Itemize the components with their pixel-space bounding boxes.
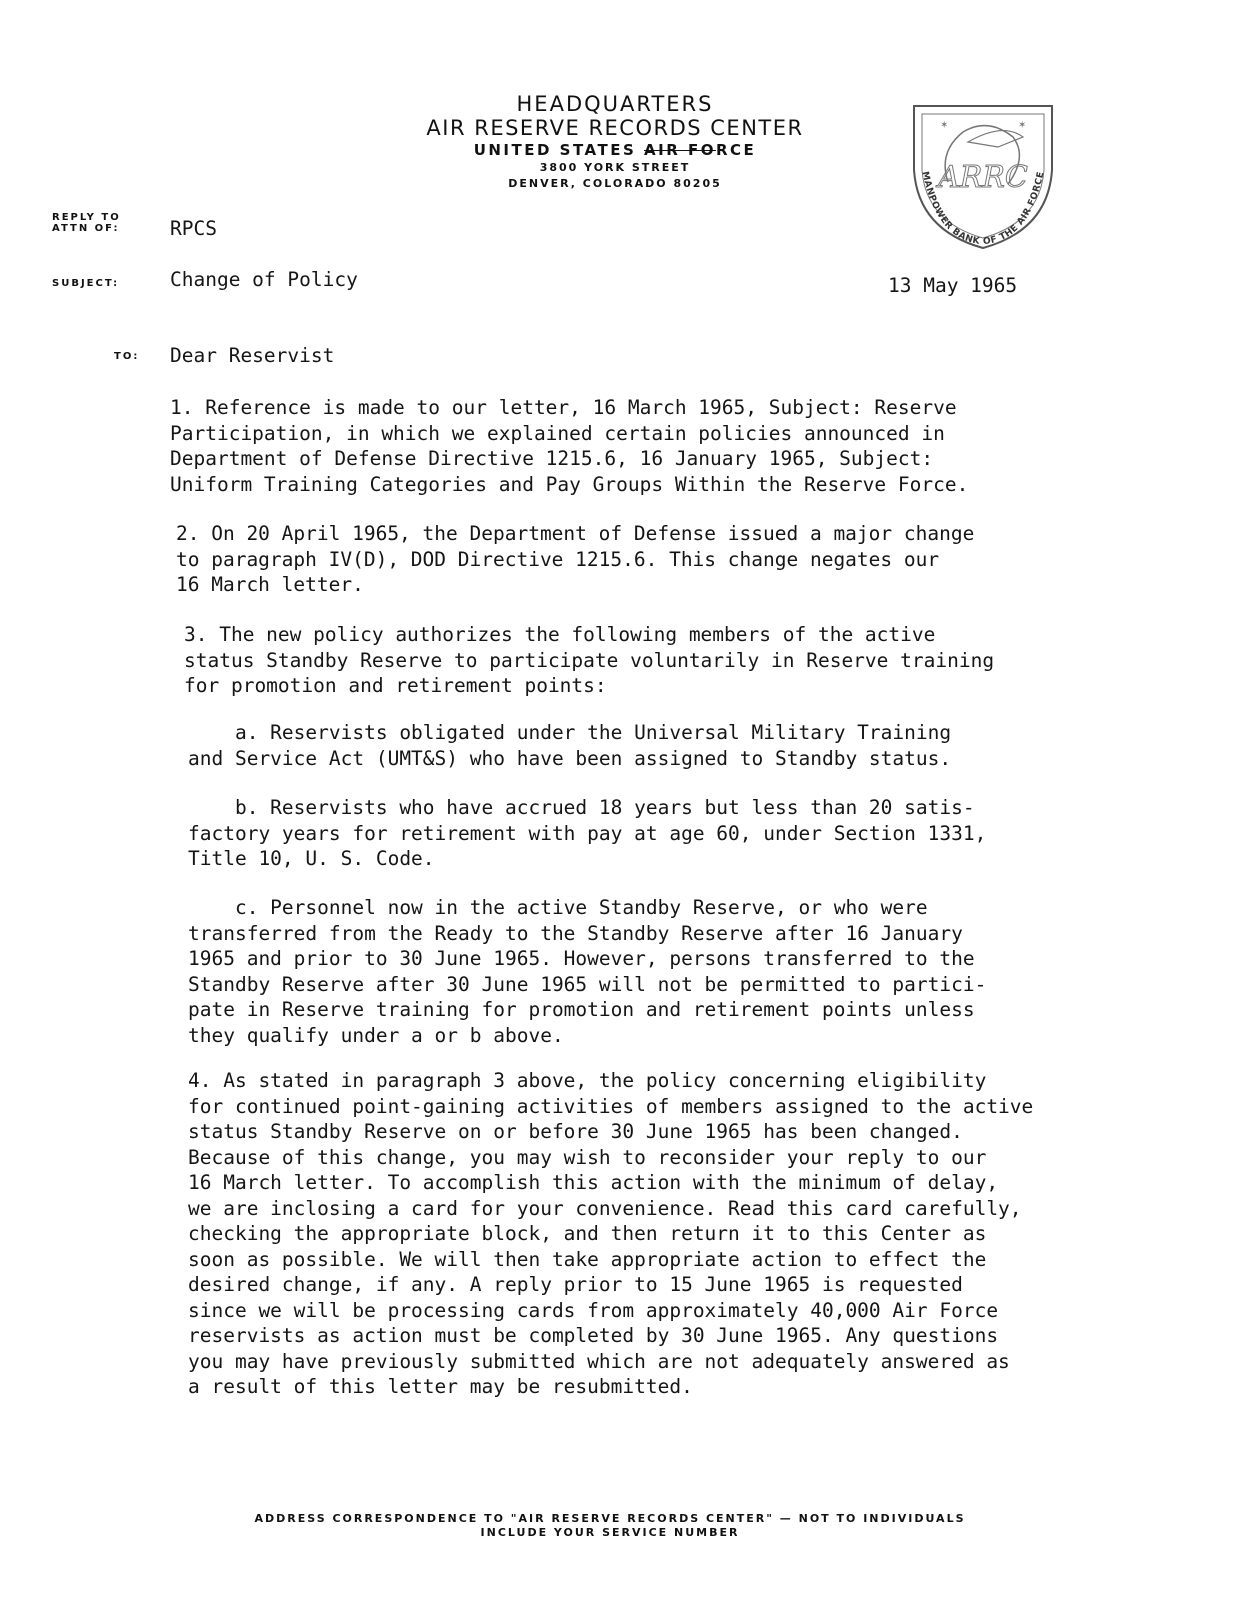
paragraph-3b-line: factory years for retirement with pay at age 60, under Section 1331, [188, 821, 987, 845]
paragraph-4-line: 16 March letter. To accomplish this action with the minimum of delay, [188, 1171, 999, 1194]
paragraph-3c [188, 895, 986, 1048]
letterhead-line-3-b: RCE [715, 141, 757, 159]
paragraph-3c-line: transferred from the Ready to the Standby Reserve after 16 January [188, 921, 963, 945]
paragraph-4-line: checking the appropriate block, and then return it to this Center as [188, 1222, 987, 1245]
paragraph-3-line: 3. The new policy authorizes the following members of the active [184, 623, 936, 646]
paragraph-4-line: since we will be processing cards from approximately 40,000 Air Force [188, 1298, 999, 1322]
svg-text:✶: ✶ [940, 120, 949, 131]
paragraph-4-line: you may have previously submitted which are not adequately answered as [188, 1349, 1010, 1373]
paragraph-3c-line: 1965 and prior to 30 June 1965. However, persons transferred to the [188, 947, 975, 970]
salutation: Dear Reservist [170, 344, 335, 367]
paragraph-4 [188, 1068, 1033, 1400]
svg-text:✶: ✶ [1018, 120, 1027, 131]
paragraph-2-line: to paragraph IV(D), DOD Directive 1215.6. This change negates our [176, 547, 940, 571]
paragraph-3a-line: a. Reservists obligated under the Universal Military Training [188, 721, 952, 744]
footer-line-1: ADDRESS CORRESPONDENCE TO "AIR RESERVE RECORDS CENTER" — NOT TO INDIVIDUALS [254, 1512, 966, 1525]
paragraph-1-line: Department of Defense Directive 1215.6, 16 January 1965, Subject: [170, 447, 934, 470]
letterhead [380, 92, 850, 192]
paragraph-3b-line: Title 10, U. S. Code. [188, 847, 435, 870]
paragraph-4-line: reservists as action must be completed by 30 June 1965. Any questions [188, 1324, 999, 1347]
paragraph-3 [184, 622, 994, 699]
letterhead-line-2: AIR RESERVE RECORDS CENTER [426, 116, 804, 140]
paragraph-3-line: for promotion and retirement points: [184, 674, 607, 697]
letterhead-line-3-struck: AIR FO [644, 141, 716, 159]
paragraph-3-line: status Standby Reserve to participate voluntarily in Reserve training [184, 648, 995, 672]
paragraph-3c-line: c. Personnel now in the active Standby Reserve, or who were [188, 896, 928, 919]
reply-to-value: RPCS [170, 217, 217, 240]
footer-line-2: INCLUDE YOUR SERVICE NUMBER [480, 1526, 740, 1539]
letterhead-city: DENVER, COLORADO 80205 [508, 177, 722, 190]
paragraph-2 [176, 521, 974, 598]
paragraph-3a-line: and Service Act (UMT&S) who have been assigned to Standby status. [188, 746, 952, 770]
paragraph-2-line: 16 March letter. [176, 573, 364, 596]
paragraph-1-line: 1. Reference is made to our letter, 16 March 1965, Subject: Reserve [170, 396, 957, 419]
seal-monogram: ARRC [938, 160, 1028, 195]
paragraph-4-line: we are inclosing a card for your convenience. Read this card carefully, [188, 1196, 1022, 1220]
letter-date: 13 May 1965 [888, 274, 1018, 297]
paragraph-4-line: for continued point-gaining activities of members assigned to the active [188, 1094, 1034, 1118]
paragraph-3c-line: Standby Reserve after 30 June 1965 will not be permitted to partici- [188, 972, 987, 996]
seal-text: MANPOWER BANK OF THE AIR FORCE [919, 170, 1047, 248]
paragraph-4-line: status Standby Reserve on or before 30 June 1965 has been changed. [188, 1120, 963, 1143]
subject-value: Change of Policy [170, 268, 358, 291]
letterhead-street: 3800 YORK STREET [539, 161, 691, 174]
paragraph-3c-line: they qualify under a or b above. [188, 1023, 564, 1047]
paragraph-3b-line: b. Reservists who have accrued 18 years but less than 20 satis- [188, 796, 975, 819]
footer [230, 1512, 990, 1540]
letterhead-line-3 [380, 140, 850, 160]
letterhead-line-1: HEADQUARTERS [516, 92, 714, 116]
paragraph-4-line: desired change, if any. A reply prior to 15 June 1965 is requested [188, 1273, 963, 1296]
paragraph-3a [188, 720, 951, 771]
subject-label: SUBJECT: [52, 278, 120, 289]
paragraph-4-line: Because of this change, you may wish to reconsider your reply to our [188, 1145, 987, 1169]
paragraph-4-line: soon as possible. We will then take appropriate action to effect the [188, 1247, 987, 1271]
to-label: TO: [114, 351, 140, 362]
paragraph-4-line: a result of this letter may be resubmitted. [188, 1375, 693, 1398]
paragraph-1-line: Uniform Training Categories and Pay Groups Within the Reserve Force. [170, 472, 969, 496]
paragraph-3b [188, 795, 986, 872]
paragraph-1-line: Participation, in which we explained certain policies announced in [170, 421, 945, 445]
reply-to-label-line-1: REPLY TO [52, 212, 121, 223]
paragraph-3c-line: pate in Reserve training for promotion and retirement points unless [188, 998, 975, 1021]
reply-to-label-line-2: ATTN OF: [52, 223, 120, 234]
letterhead-line-3-a: UNITED STATES [473, 141, 644, 159]
seal-emblem-icon [908, 92, 1058, 252]
paragraph-4-line: 4. As stated in paragraph 3 above, the policy concerning eligibility [188, 1069, 987, 1092]
paragraph-2-line: 2. On 20 April 1965, the Department of Defense issued a major change [176, 522, 975, 545]
reply-to-label [52, 212, 121, 234]
paragraph-1 [170, 395, 968, 497]
